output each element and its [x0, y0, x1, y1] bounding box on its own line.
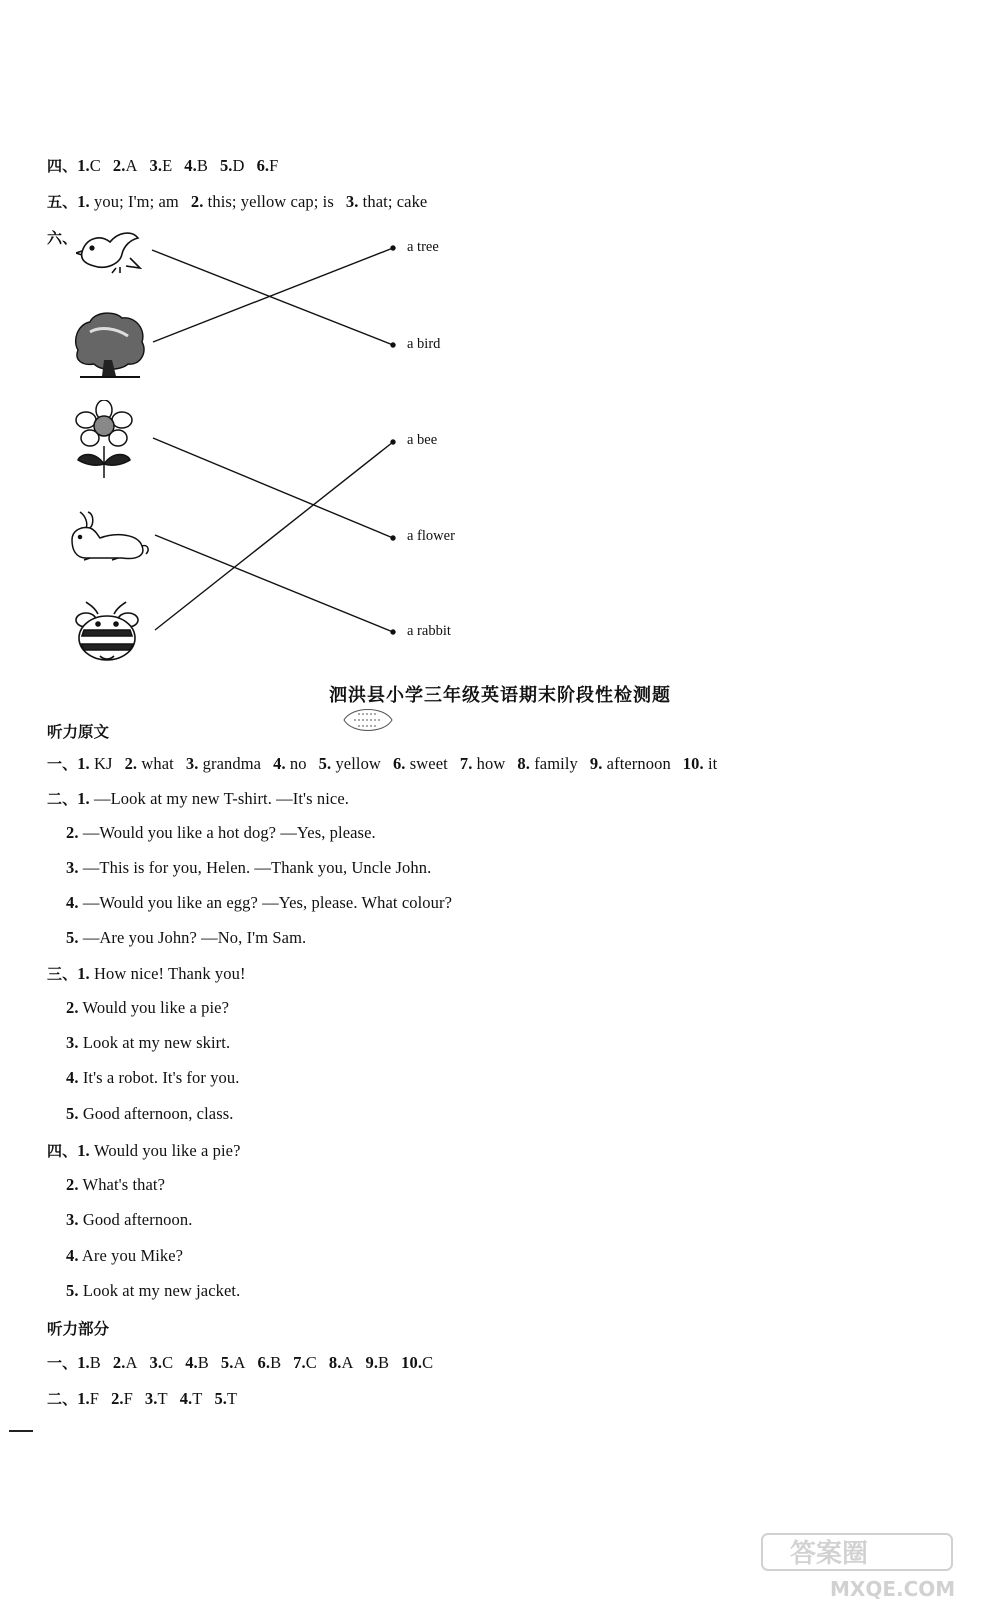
- script-part-two-3: 3. —This is for you, Helen. —Thank you, Uncle John.: [66, 858, 432, 877]
- script-item: 9. afternoon: [589, 754, 671, 773]
- line-bird: [152, 250, 393, 345]
- bird-icon: [76, 224, 142, 279]
- answer-item: 1.F: [77, 1389, 100, 1408]
- listening-answers-part-two: 二、1.F 2.F 3.T 4.T 5.T: [47, 1389, 238, 1408]
- answer-item: 6.B: [257, 1353, 282, 1372]
- script-part-two-2: 2. —Would you like a hot dog? —Yes, please.: [66, 823, 376, 842]
- word-a-flower: a flower: [407, 528, 455, 544]
- word-a-bird: a bird: [407, 336, 441, 352]
- script-part-three-1: 三、1. How nice! Thank you!: [47, 964, 246, 983]
- answer-item: 2. this; yellow cap; is: [190, 192, 334, 211]
- listening-answers-heading: 听力部分: [47, 1320, 110, 1338]
- script-item: 1. KJ: [77, 754, 113, 773]
- answer-item: 4.B: [185, 1353, 209, 1372]
- answer-item: 5.D: [219, 156, 245, 175]
- answer-item: 3.C: [149, 1353, 174, 1372]
- script-item: 10. it: [682, 754, 718, 773]
- script-item: 6. sweet: [392, 754, 448, 773]
- stamp-icon: [338, 700, 398, 745]
- script-part-three-4: 4. It's a robot. It's for you.: [66, 1068, 240, 1087]
- svg-text:答案圈: 答案圈: [790, 1539, 869, 1569]
- test-title: 泗洪县小学三年级英语期末阶段性检测题: [329, 685, 671, 706]
- script-item: 4. no: [273, 754, 307, 773]
- section-five-prefix: 五、: [47, 193, 78, 211]
- script-part-three-3: 3. Look at my new skirt.: [66, 1033, 231, 1052]
- section-four-prefix: 四、: [47, 157, 78, 175]
- answer-item: 5.T: [214, 1389, 238, 1408]
- script-item: 5. yellow: [318, 754, 381, 773]
- answer-item: 8.A: [328, 1353, 354, 1372]
- flower-icon: [74, 400, 134, 485]
- script-part-three-2: 2. Would you like a pie?: [66, 998, 229, 1017]
- tree-icon: [70, 310, 148, 387]
- listening-script-heading: 听力原文: [47, 723, 110, 741]
- answer-item: 10.C: [401, 1353, 434, 1372]
- word-a-bee: a bee: [407, 432, 438, 448]
- script-part-four-1: 四、1. Would you like a pie?: [47, 1141, 241, 1160]
- script-part-four-4: 4. Are you Mike?: [66, 1246, 184, 1265]
- script-item: 7. how: [459, 754, 506, 773]
- watermark-logo: [760, 1532, 990, 1607]
- answer-item: 4.B: [184, 156, 208, 175]
- word-a-tree: a tree: [407, 239, 439, 255]
- line-tree: [153, 248, 393, 342]
- answer-item: 3.T: [144, 1389, 168, 1408]
- answer-item: 4.T: [179, 1389, 203, 1408]
- answer-item: 2.A: [112, 156, 138, 175]
- answer-item: 6.F: [256, 156, 279, 175]
- script-item: 3. grandma: [185, 754, 262, 773]
- answer-item: 1.B: [77, 1353, 101, 1372]
- line-rabbit: [155, 535, 393, 632]
- script-part-four-5: 5. Look at my new jacket.: [66, 1281, 241, 1300]
- line-flower: [153, 438, 393, 538]
- matching-lines: [0, 0, 1000, 700]
- divider: [9, 1430, 33, 1432]
- listening-answers-part-one: 一、1.B 2.A 3.C 4.B 5.A 6.B 7.C 8.A 9.B 10.C: [47, 1353, 434, 1372]
- answer-item: 2.A: [112, 1353, 138, 1372]
- answer-item: 5.A: [220, 1353, 246, 1372]
- svg-text:MXQE.COM: MXQE.COM: [830, 1577, 956, 1601]
- script-part-four-2: 2. What's that?: [66, 1175, 166, 1194]
- answer-item: 7.C: [293, 1353, 317, 1372]
- script-part-two-4: 4. —Would you like an egg? —Yes, please. What colour?: [66, 893, 453, 912]
- answer-item: 2.F: [111, 1389, 133, 1408]
- script-part-two-5: 5. —Are you John? —No, I'm Sam.: [66, 928, 307, 947]
- bee-icon: [72, 600, 142, 669]
- answer-item: 3. that; cake: [345, 192, 428, 211]
- section-six-prefix: 六、: [47, 229, 78, 247]
- script-part-three-5: 5. Good afternoon, class.: [66, 1104, 234, 1123]
- script-part-two-1: 二、1. —Look at my new T-shirt. —It's nice.: [47, 789, 349, 808]
- script-part-one: 一、1. KJ 2. what 3. grandma 4. no 5. yellow 6. sweet 7. how 8. family 9. afternoon 10. it: [47, 754, 718, 773]
- script-part-four-3: 3. Good afternoon.: [66, 1210, 193, 1229]
- line-bee: [155, 442, 393, 630]
- script-item: 8. family: [517, 754, 578, 773]
- answer-item: 3.E: [149, 156, 173, 175]
- word-a-rabbit: a rabbit: [407, 623, 451, 639]
- script-item: 2. what: [124, 754, 174, 773]
- answer-item: 9.B: [365, 1353, 390, 1372]
- answer-item: 1. you; I'm; am: [77, 192, 179, 211]
- rabbit-icon: [66, 510, 150, 567]
- answer-item: 1.C: [77, 156, 101, 175]
